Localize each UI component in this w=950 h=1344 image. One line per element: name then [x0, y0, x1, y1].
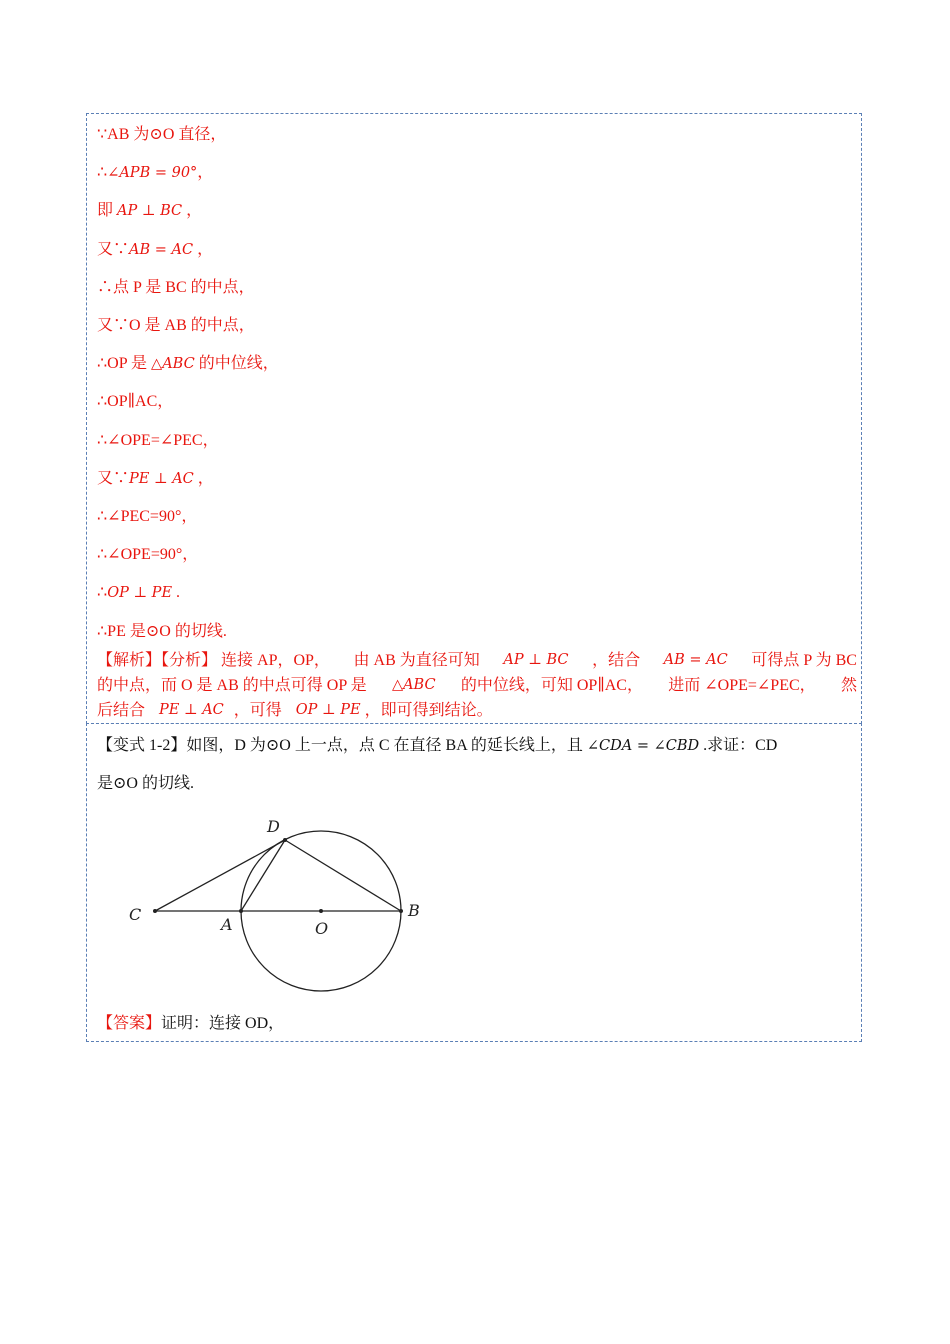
- analysis-text: 连接 AP，OP，: [221, 652, 330, 669]
- proof-text: ∴: [97, 164, 108, 182]
- variant-text: 是⊙O 的切线.: [97, 775, 194, 792]
- proof-line: [97, 545, 198, 565]
- proof-text: ∴∠OPE=90°，: [97, 546, 199, 564]
- proof-line: [97, 392, 173, 412]
- proof-math: PE ⊥ AC: [129, 470, 194, 487]
- point-o: [319, 909, 323, 913]
- label-c: C: [129, 905, 142, 924]
- proof-line: [97, 163, 213, 183]
- proof-line: [97, 469, 214, 489]
- proof-line: [97, 316, 255, 336]
- analysis-text: ，可得: [233, 702, 282, 719]
- proof-line: [97, 622, 227, 642]
- proof-text: 即: [97, 202, 118, 220]
- proof-text: ∵AB 为⊙O 直径，: [97, 126, 227, 143]
- proof-text: 又∵O 是 AB 的中点，: [97, 317, 255, 334]
- variant-text: .求证：CD: [699, 737, 778, 754]
- analysis-text: 然: [840, 677, 857, 694]
- proof-text: 又∵: [97, 469, 130, 487]
- label-b: B: [408, 901, 420, 920]
- proof-math: OP ⊥ PE: [107, 585, 173, 602]
- proof-text: 的中位线，: [194, 355, 279, 373]
- answer-line: [97, 1014, 284, 1034]
- variant-box: [86, 723, 862, 1042]
- proof-text: ∴PE 是⊙O 的切线.: [97, 622, 227, 640]
- proof-text: 又∵: [97, 240, 130, 258]
- analysis-math: AB = AC: [663, 652, 728, 668]
- proof-line: [97, 431, 219, 451]
- proof-line: [97, 201, 202, 221]
- analysis-text: ，即可得到结论。: [364, 702, 493, 719]
- proof-math: AB = AC: [129, 241, 194, 258]
- proof-text: ，: [182, 202, 203, 220]
- point-a: [239, 909, 243, 913]
- variant-question-line-2: [97, 774, 194, 794]
- proof-text: ∴OP∥AC，: [97, 393, 174, 411]
- analysis-math: OP ⊥ PE: [295, 702, 361, 718]
- proof-text: ∴∠PEC=90°，: [97, 508, 198, 525]
- variant-text: 如图，D 为⊙O 上一点，点 C 在直径 BA 的延长线上，且: [186, 737, 587, 754]
- answer-text: 证明：连接 OD，: [161, 1015, 285, 1032]
- proof-line: [97, 125, 226, 145]
- proof-line: [97, 354, 279, 374]
- variant-label: 【变式 1-2】: [97, 737, 187, 754]
- proof-text: ∴OP 是: [97, 355, 152, 373]
- line-cd: [155, 840, 285, 911]
- analysis-label: 【解析】【分析】: [97, 652, 218, 669]
- analysis-text: 进而 ∠OPE=∠PEC，: [668, 677, 816, 694]
- proof-text: ，: [197, 164, 214, 182]
- analysis-text: 后结合: [97, 702, 146, 719]
- analysis-text: 可得点 P 为 BC: [751, 652, 857, 669]
- point-c: [153, 909, 157, 913]
- analysis-math: △ABC: [391, 677, 436, 693]
- analysis-text: 由 AB 为直径可知: [353, 652, 480, 669]
- label-a: A: [221, 915, 233, 934]
- analysis-text: 的中位线，可知 OP∥AC，: [460, 677, 643, 694]
- line-ad: [241, 840, 285, 911]
- line-db: [285, 840, 401, 911]
- proof-math: ∠APB = 90°: [107, 165, 198, 182]
- label-d: D: [267, 817, 280, 836]
- point-b: [399, 909, 403, 913]
- proof-math: △ABC: [151, 356, 195, 373]
- analysis-text: 的中点，而 O 是 AB 的中点可得 OP 是: [97, 677, 367, 694]
- analysis-paragraph: [97, 648, 857, 723]
- proof-line: [97, 240, 213, 260]
- analysis-text: ，结合: [592, 652, 641, 669]
- analysis-row-3: [97, 698, 857, 723]
- analysis-math: PE ⊥ AC: [159, 702, 224, 718]
- label-o: O: [315, 919, 329, 938]
- analysis-math: AP ⊥ BC: [503, 652, 569, 668]
- solution-box: [86, 113, 862, 724]
- answer-label: 【答案】: [97, 1015, 162, 1032]
- proof-line: [97, 583, 180, 603]
- proof-text: ，: [193, 469, 214, 487]
- proof-text: ∴: [97, 584, 108, 602]
- geometry-figure: [117, 810, 457, 1000]
- variant-question-line-1: [97, 736, 777, 756]
- variant-math: ∠CDA = ∠CBD: [586, 738, 700, 754]
- proof-line: [97, 507, 197, 527]
- point-d: [283, 838, 287, 842]
- proof-text: ，: [193, 240, 214, 258]
- proof-text: .: [172, 584, 181, 602]
- proof-line: [97, 278, 255, 298]
- proof-text: ∴点 P 是 BC 的中点，: [97, 278, 255, 296]
- analysis-row-1: [97, 648, 857, 673]
- proof-text: ∴∠OPE=∠PEC，: [97, 431, 219, 449]
- proof-math: AP ⊥ BC: [117, 203, 183, 220]
- analysis-row-2: [97, 673, 857, 698]
